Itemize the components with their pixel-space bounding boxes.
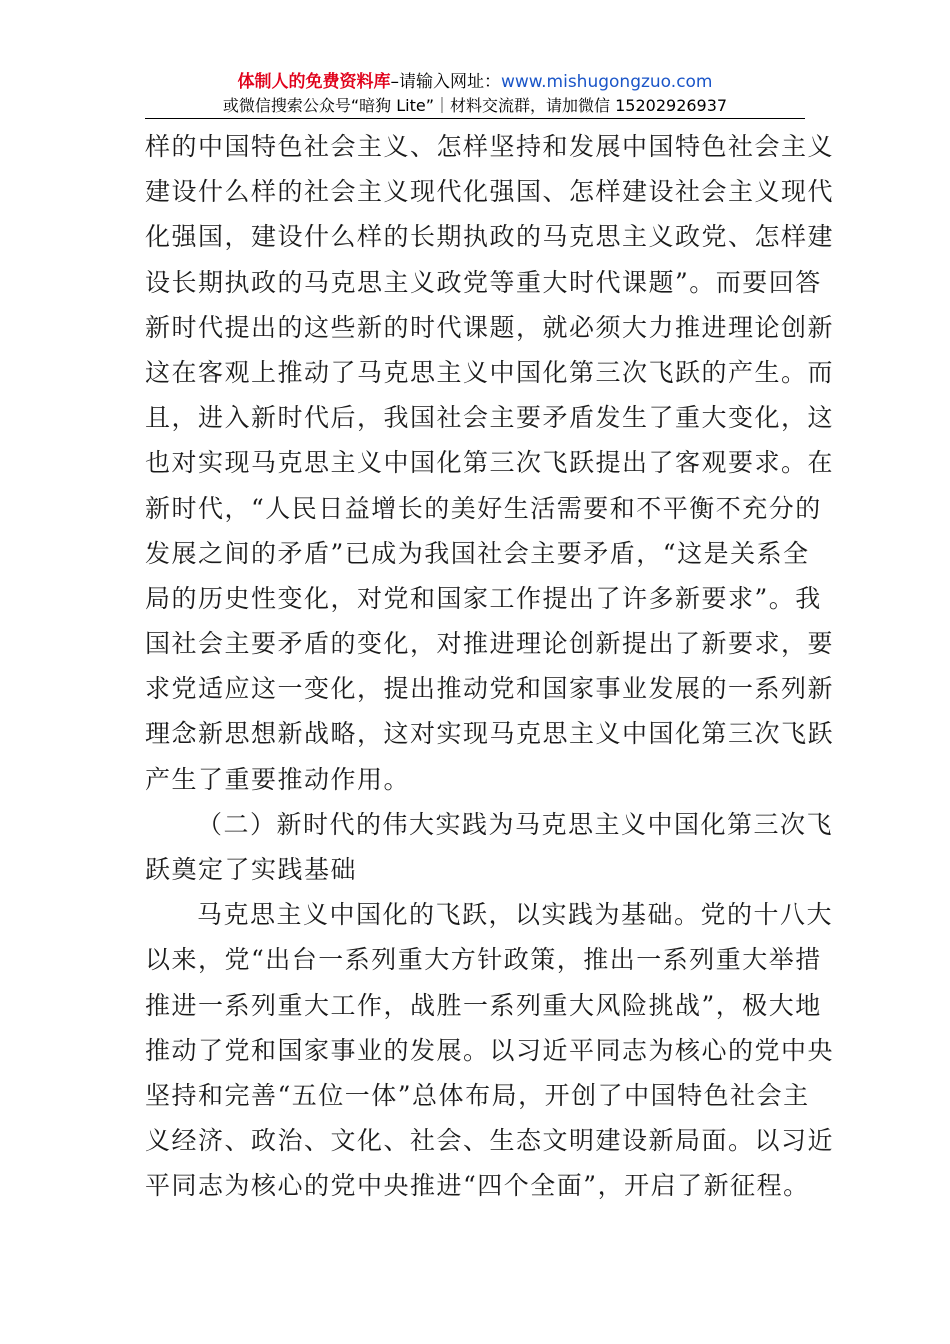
body-line: 求党适应这一变化，提出推动党和国家事业发展的一系列新: [145, 674, 835, 704]
url-prompt: –请输入网址：: [390, 72, 501, 92]
body-line: 这在客观上推动了马克思主义中国化第三次飞跃的产生。而: [145, 357, 835, 387]
body-line: 发展之间的矛盾”已成为我国社会主要矛盾，“这是关系全: [145, 538, 810, 568]
body-line: 国社会主要矛盾的变化，对推进理论创新提出了新要求，要: [145, 629, 835, 659]
section-heading: （二）新时代的伟大实践为马克思主义中国化第三次飞: [197, 809, 834, 839]
body-line: 设长期执政的马克思主义政党等重大时代课题”。而要回答: [145, 267, 822, 297]
body-line: 推动了党和国家事业的发展。以习近平同志为核心的党中央: [145, 1035, 835, 1065]
header-divider: [145, 118, 805, 119]
body-line: 坚持和完善“五位一体”总体布局，开创了中国特色社会主: [145, 1080, 810, 1110]
paragraph-start: 马克思主义中国化的飞跃，以实践为基础。党的十八大: [197, 900, 834, 930]
body-text: [145, 124, 835, 1209]
body-line: 理念新思想新战略，这对实现马克思主义中国化第三次飞跃: [145, 719, 835, 749]
body-line: 平同志为核心的党中央推进“四个全面”，开启了新征程。: [145, 1171, 810, 1201]
body-line: 化强国，建设什么样的长期执政的马克思主义政党、怎样建: [145, 222, 835, 252]
body-line: 建设什么样的社会主义现代化强国、怎样建设社会主义现代: [145, 177, 835, 207]
section-heading-continued: 跃奠定了实践基础: [145, 855, 358, 884]
body-line: 局的历史性变化，对党和国家工作提出了许多新要求”。我: [145, 583, 822, 613]
body-line: 以来，党“出台一系列重大方针政策，推出一系列重大举措: [145, 945, 822, 975]
body-line: 新时代提出的这些新的时代课题，就必须大力推进理论创新: [145, 312, 835, 342]
header-banner: [145, 70, 805, 94]
body-line: 推进一系列重大工作，战胜一系列重大风险挑战”，极大地: [145, 990, 822, 1020]
body-line: 且，进入新时代后，我国社会主要矛盾发生了重大变化，这: [145, 403, 835, 433]
body-line: 新时代，“人民日益增长的美好生活需要和不平衡不充分的: [145, 493, 822, 523]
body-line: 也对实现马克思主义中国化第三次飞跃提出了客观要求。在: [145, 448, 835, 478]
body-line: 产生了重要推动作用。: [145, 764, 411, 794]
document-header: [145, 70, 805, 118]
site-name: 体制人的免费资料库: [237, 72, 391, 92]
body-line: 样的中国特色社会主义、怎样坚持和发展中国特色社会主义: [145, 132, 835, 161]
header-contact-line: 或微信搜索公众号“暗狗 Lite”｜材料交流群，请加微信 15202926937: [222, 96, 728, 115]
site-url[interactable]: www.mishugongzuo.com: [500, 72, 713, 92]
body-line: 义经济、政治、文化、社会、生态文明建设新局面。以习近: [145, 1126, 835, 1156]
